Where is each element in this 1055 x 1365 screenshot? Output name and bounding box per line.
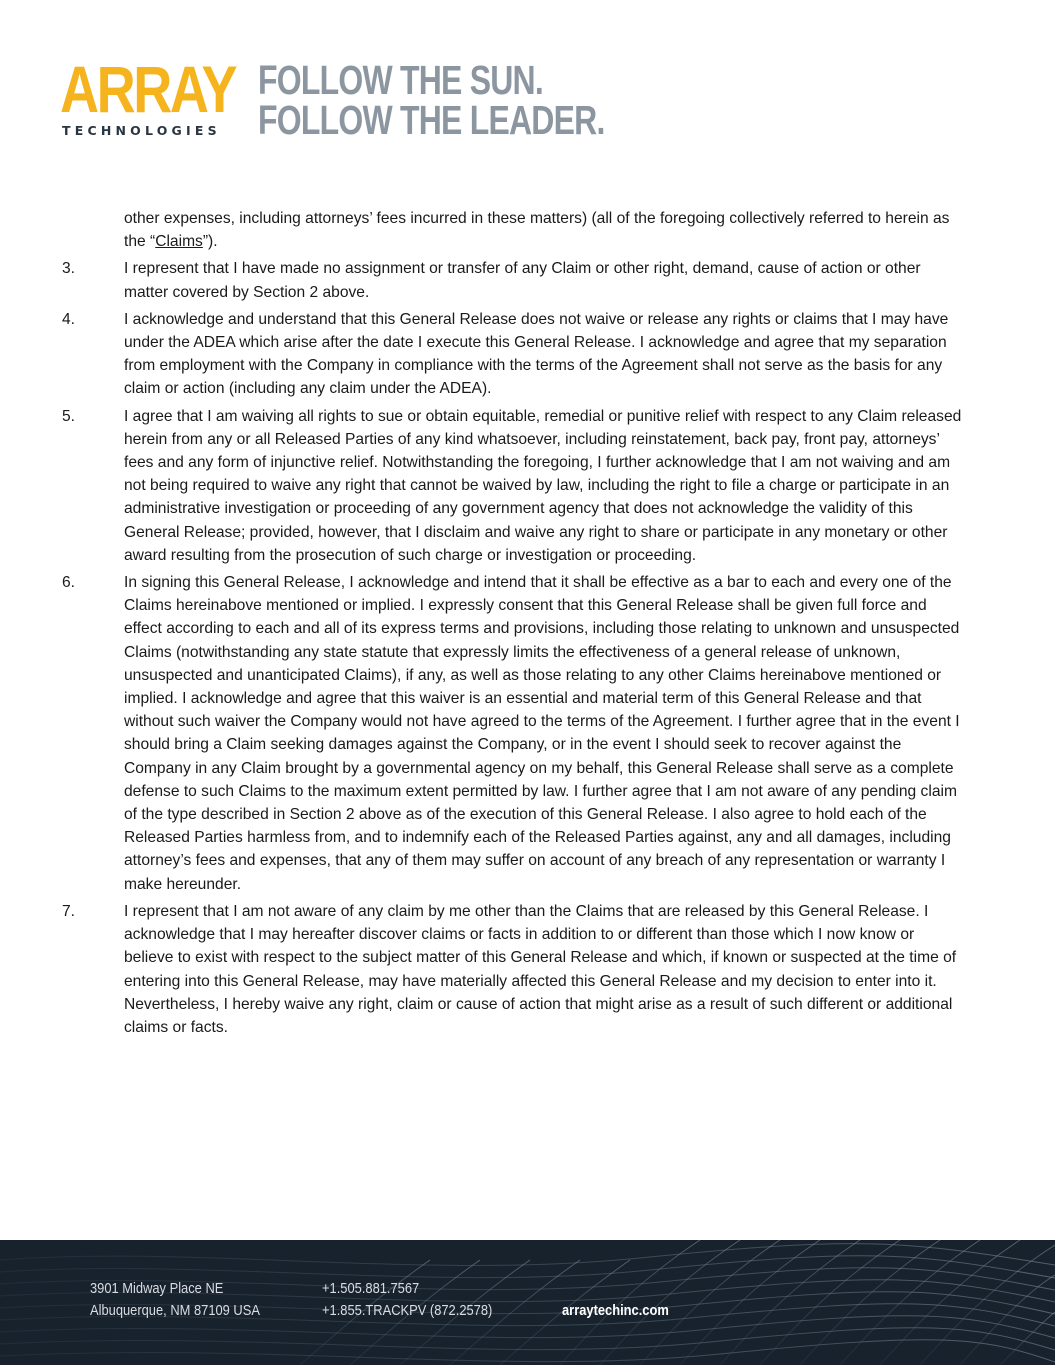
footer-address (90, 1278, 260, 1322)
footer-address-line-2: Albuquerque, NM 87109 USA (90, 1302, 260, 1319)
continuation-paragraph (62, 207, 962, 253)
claims-defined-term: Claims (155, 233, 203, 251)
paragraph-text: I agree that I am waiving all rights to sue or obtain equitable, remedial or punitive relief with respect to any Claim released herein from any or all Released Parties of any kind whatsoever, including reinstatement, back pay, front pay, attorneys’ fees and any form of injunctive relief. Notwithstanding the foregoing, I further acknowledge that I am not waiving and am not being required to waive any right that cannot be waived by law, including the right to file a charge or participate in an administrative investigation or proceeding of any government agency that does not acknowledge the validity of this General Release; provided, however, that I disclaim and waive any right to share or participate in any monetary or other award resulting from the prosecution of such charge or investigation or proceeding. (124, 407, 962, 564)
footer-banner (0, 1240, 1055, 1365)
continuation-text (124, 207, 962, 253)
paragraph-number: 5. (62, 407, 76, 425)
tagline-line-2: FOLLOW THE LEADER. (258, 97, 605, 143)
paragraph-text: I represent that I have made no assignment or transfer of any Claim or other right, demand, cause of action or other matter covered by Section 2 above. (124, 260, 921, 301)
array-technologies-logo (60, 52, 236, 143)
footer-address-line-1: 3901 Midway Place NE (90, 1280, 224, 1297)
paragraph-text: In signing this General Release, I acknowledge and intend that it shall be effective as a bar to each and every one of the Claims hereinabove mentioned or implied. I expressly consent that this General Release shall be given full force and effect according to each and all of its express terms and provisions, including those relating to unknown and unsuspected Claims (notwithstanding any state statute that expressly limits the effectiveness of a general release of unknown, unsuspected and unanticipated Claims), if any, as well as those relating to any other Claims hereinabove mentioned or implied. I acknowledge and agree that this waiver is an essential and material term of this General Release and that without such waiver the Company would not have agreed to the terms of the Agreement. I further agree that in the event I should bring a Claim seeking damages against the Company, or in the event I should seek to recover against the Company in any Claim brought by a governmental agency on my behalf, this General Release shall serve as a complete defense to such Claims to the maximum extent permitted by law. I further agree that I am not aware of any pending claim of the type described in Section 2 above as of the execution of this General Release. I also agree to hold each of the Released Parties harmless from, and to indemnify each of the Released Parties against, any and all damages, including attorney’s fees and expenses, that any of them may suffer on account of any breach of any representation or warranty I make hereunder. (124, 574, 960, 893)
paragraph-3 (62, 257, 962, 303)
continuation-pre: other expenses, including attorneys’ fees incurred in these matters) (all of the foregoing collectively referred to herein as the “ (124, 210, 950, 251)
tagline-line-1: FOLLOW THE SUN. (258, 57, 543, 103)
footer-phone-2: +1.855.TRACKPV (872.2578) (322, 1302, 493, 1319)
paragraph-text: I represent that I am not aware of any claim by me other than the Claims that are released by this General Release. I acknowledge that I may hereafter discover claims or facts in addition to or different than those which I now know or believe to exist with respect to the subject matter of this General Release and which, if known or suspected at the time of entering into this General Release, may have materially affected this General Release and my decision to enter into it. Nevertheless, I hereby waive any right, claim or cause of action that might arise as a result of such different or additional claims or facts. (124, 902, 957, 1036)
paragraph-number: 4. (62, 310, 76, 328)
paragraph-5 (62, 405, 962, 567)
logo-wordmark: ARRAY (60, 52, 236, 126)
paragraph-4 (62, 308, 962, 401)
continuation-post: ”). (202, 233, 218, 251)
footer-website-link[interactable]: arraytechinc.com (562, 1302, 669, 1319)
paragraph-number: 6. (62, 574, 76, 592)
paragraph-6 (62, 571, 962, 896)
footer-phones (322, 1278, 492, 1322)
paragraph-number: 7. (62, 902, 76, 920)
footer-phone-1: +1.505.881.7567 (322, 1280, 420, 1297)
document-body (62, 207, 962, 1043)
paragraph-7 (62, 900, 962, 1039)
paragraph-number: 3. (62, 260, 76, 278)
tagline (258, 57, 605, 143)
paragraph-text: I acknowledge and understand that this General Release does not waive or release any rights or claims that I may have under the ADEA which arise after the date I execute this General Release. I acknowledge and agree that my separation from employment with the Company in compliance with the terms of the Agreement shall not serve as the basis for any claim or action (including any claim under the ADEA). (124, 310, 949, 398)
logo-subtitle: TECHNOLOGIES (62, 123, 221, 138)
letterhead (0, 0, 1055, 170)
